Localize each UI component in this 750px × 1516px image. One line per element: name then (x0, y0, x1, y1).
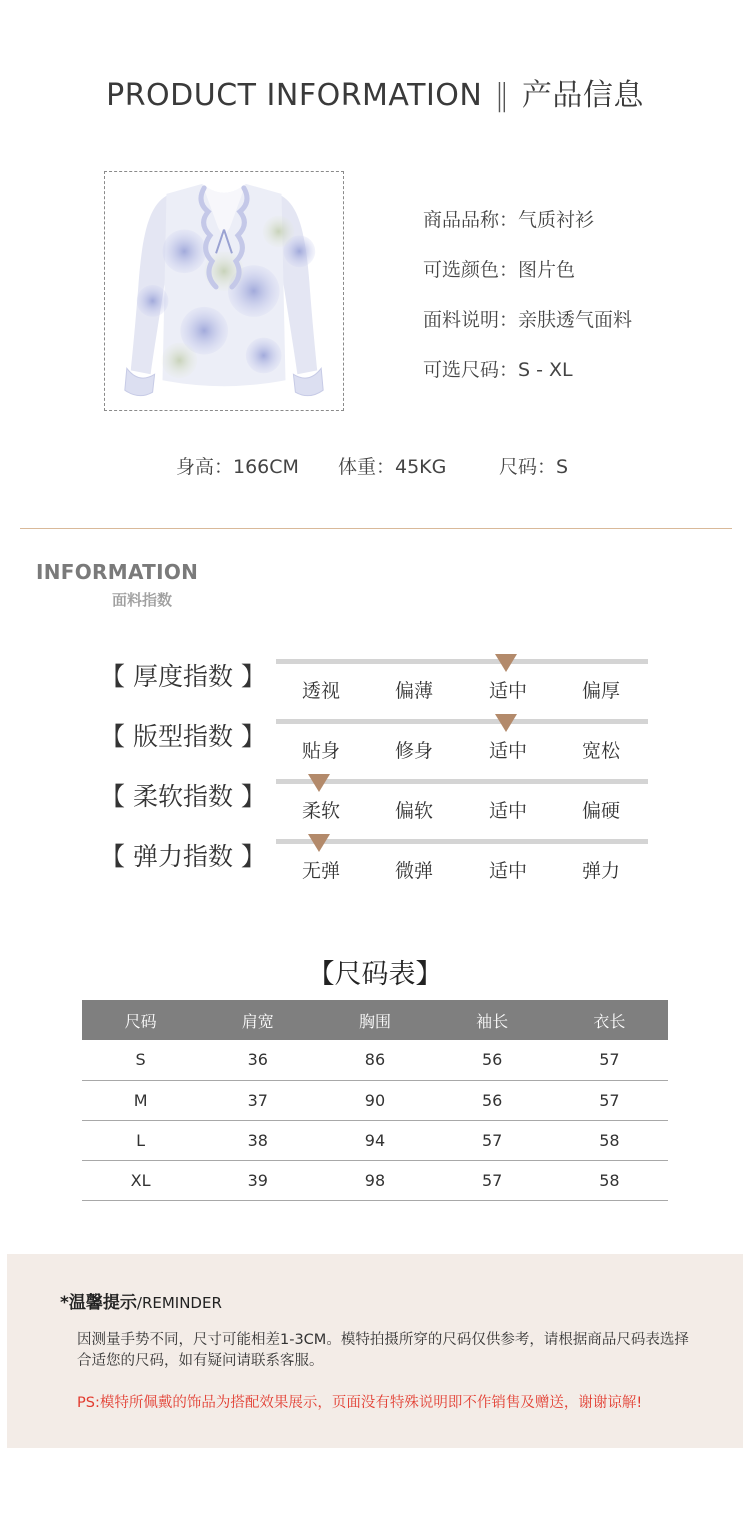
index-option: 微弹 (394, 860, 433, 882)
size-chart-header: 衣长 (551, 1000, 668, 1040)
index-option: 透视 (301, 680, 340, 702)
page-title-en: PRODUCT INFORMATION (106, 78, 483, 113)
index-label: 【 柔软指数 】 (100, 782, 266, 811)
index-marker (308, 774, 330, 792)
table-cell: 57 (434, 1120, 551, 1160)
index-option: 修身 (394, 740, 433, 762)
table-cell: 57 (551, 1080, 668, 1120)
index-label: 【 弹力指数 】 (100, 842, 266, 871)
spec-size (423, 355, 573, 382)
index-track (276, 719, 648, 724)
spec-fabric (423, 305, 632, 332)
table-cell: 86 (316, 1040, 433, 1080)
table-cell: 58 (551, 1160, 668, 1200)
product-image (104, 171, 344, 411)
table-cell: 38 (199, 1120, 316, 1160)
model-size: 尺码：S (499, 456, 569, 478)
section-divider (20, 528, 732, 529)
size-chart-header: 肩宽 (199, 1000, 316, 1040)
spec-label: 商品品称： (423, 209, 519, 231)
page-title-cn: 产品信息 (521, 78, 644, 113)
table-cell: 36 (199, 1040, 316, 1080)
spec-color (423, 255, 575, 282)
index-option: 柔软 (301, 800, 340, 822)
table-row (82, 1160, 668, 1200)
table-cell: 39 (199, 1160, 316, 1200)
index-label: 【 版型指数 】 (100, 722, 266, 751)
index-option: 适中 (488, 740, 527, 762)
spec-value: 亲肤透气面料 (518, 309, 633, 331)
table-cell: 57 (434, 1160, 551, 1200)
spec-value: 气质衬衫 (518, 209, 595, 231)
spec-name (423, 205, 594, 232)
reminder-box (7, 1254, 743, 1448)
index-option: 偏厚 (581, 680, 620, 702)
table-cell: XL (82, 1160, 199, 1200)
size-chart-header: 尺码 (82, 1000, 199, 1040)
table-cell: 90 (316, 1080, 433, 1120)
table-cell: 94 (316, 1120, 433, 1160)
table-cell: 98 (316, 1160, 433, 1200)
table-cell: S (82, 1040, 199, 1080)
table-row (82, 1080, 668, 1120)
model-height: 身高：166CM (176, 456, 299, 478)
size-chart-header: 胸围 (316, 1000, 433, 1040)
table-cell: M (82, 1080, 199, 1120)
index-option: 适中 (488, 680, 527, 702)
reminder-title-cn: *温馨提示 (60, 1293, 137, 1313)
model-weight: 体重：45KG (338, 456, 447, 478)
table-cell: 58 (551, 1120, 668, 1160)
index-marker (495, 654, 517, 672)
index-track (276, 779, 648, 784)
size-chart-header-row (82, 1000, 668, 1040)
page-title (0, 70, 750, 114)
table-cell: 37 (199, 1080, 316, 1120)
index-track (276, 839, 648, 844)
index-option: 宽松 (581, 740, 620, 762)
index-option: 偏薄 (394, 680, 433, 702)
table-cell: L (82, 1120, 199, 1160)
reminder-title-en: /REMINDER (136, 1294, 222, 1312)
information-title: INFORMATION (36, 560, 199, 584)
reminder-title (60, 1288, 222, 1313)
spec-label: 面料说明： (423, 309, 519, 331)
title-separator: ‖ (494, 78, 510, 113)
index-option: 弹力 (581, 860, 620, 882)
floral-blouse-illustration (105, 172, 343, 410)
reminder-body: 因测量手势不同，尺寸可能相差1-3CM。模特拍摄所穿的尺码仅供参考，请根据商品尺码表选择合适您的尺码，如有疑问请联系客服。 (77, 1332, 689, 1369)
spec-label: 可选颜色： (423, 259, 519, 281)
size-chart-table (82, 1000, 668, 1201)
table-row (82, 1120, 668, 1160)
index-track (276, 659, 648, 664)
index-option: 偏硬 (581, 800, 620, 822)
reminder-ps: PS:模特所佩戴的饰品为搭配效果展示，页面没有特殊说明即不作销售及赠送，谢谢谅解! (77, 1395, 643, 1411)
index-option: 适中 (488, 800, 527, 822)
index-marker (308, 834, 330, 852)
size-chart-header: 袖长 (434, 1000, 551, 1040)
index-option: 适中 (488, 860, 527, 882)
table-cell: 56 (434, 1040, 551, 1080)
index-option: 贴身 (301, 740, 340, 762)
spec-label: 可选尺码： (423, 359, 519, 381)
index-option: 偏软 (394, 800, 433, 822)
index-marker (495, 714, 517, 732)
table-cell: 56 (434, 1080, 551, 1120)
size-chart-title: 【尺码表】 (307, 959, 443, 990)
table-row (82, 1040, 668, 1080)
index-label: 【 厚度指数 】 (100, 662, 266, 691)
table-cell: 57 (551, 1040, 668, 1080)
information-subtitle: 面料指数 (112, 591, 173, 609)
spec-value: 图片色 (518, 259, 576, 281)
index-option: 无弹 (301, 860, 340, 882)
spec-value: S - XL (518, 359, 573, 381)
